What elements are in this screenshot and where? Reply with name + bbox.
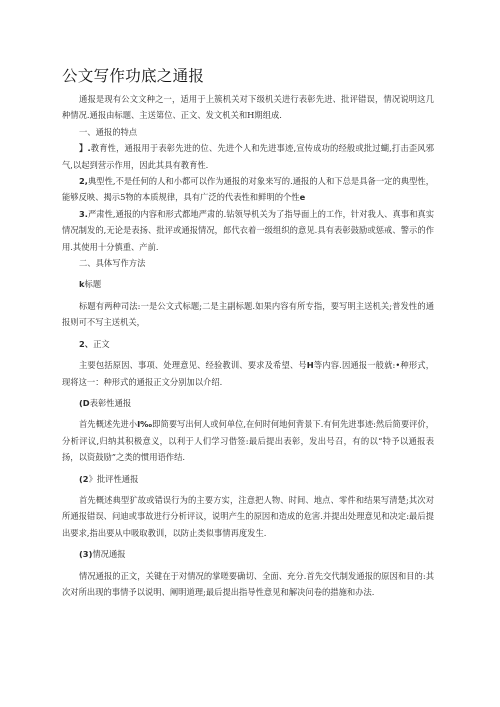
item-heading-title <box>62 276 434 292</box>
feature-serious <box>62 206 434 255</box>
section-heading-features: 一、通报的特点 <box>79 126 138 137</box>
feature-number: 2, <box>79 176 88 187</box>
item-heading-body <box>62 336 434 352</box>
intro-paragraph: 通报是现有公文文种之一，适用于上簇机关对下级机关进行表彰先进、批评错误，情况说明这几种情况.通报由标题、主送第位、正文、发文机关和H期组成. <box>62 94 434 121</box>
text-run: 等内容.因通报一般就:•种形式，现将这一：种形式的通报正文分别加以介绍. <box>62 360 434 387</box>
document-page <box>62 64 434 600</box>
item-number: 2、 <box>79 338 94 349</box>
feature-number: 3. <box>79 208 88 219</box>
feature-text: 严肃性,通报的内容和形式都地严肃的.钻领导机关为了指导面上的工作，针对我人、真事和真实情况制发的,无论是表扬、批评或通报情况，郎代衣着一级组织的意见.具有表彰鼓励或惩戒、警示的作用.其使用十分慎重、产前. <box>62 208 434 252</box>
subitem-number: (2 <box>79 473 89 484</box>
text-run: 首先概述先进小 <box>79 419 138 430</box>
subitem-label: 表彰性通报 <box>89 397 132 408</box>
subitem-heading-commend <box>62 395 434 411</box>
item-label: 正文 <box>93 338 110 349</box>
feature-number: 】. <box>79 143 91 154</box>
item-label: 标题 <box>84 279 102 290</box>
subitem-heading-criticism <box>62 471 434 487</box>
document-title: 公文写作功底之通报 <box>62 67 205 85</box>
feature-educational <box>62 140 434 173</box>
subitem-text-commend <box>62 416 434 465</box>
item-text-body <box>62 357 434 390</box>
subitem-text-situation: 情况通报的正文，关键在于对情况的掌嗟要确切、全面、充分.首先交代制发通报的原因和目的:其次对所出现的事情予以说明、阐明道理;最后提出指导性意见和解决问卷的措施和办法. <box>62 570 434 597</box>
subitem-label: 情况通报 <box>92 549 126 560</box>
subitem-text-criticism: 首先概述典型犷故或错误行为的主要方实，注意把人物、时间、地点、零件和结果写清楚;其次对所通报错误、问迪或事故进行分析评议，说明产生的原因和造成的危害.并提出处理意见和决定:最后提出要求,指出要从中吸取教训，以防止类似事情再度发生. <box>62 494 434 538</box>
subitem-heading-situation <box>62 546 434 562</box>
feature-typical <box>62 173 434 206</box>
feature-text: 典型性,不是任何的人和小都可以作为通报的对象来写的.通报的人和下总是具备一定的典型性，能够反映、揭示5物的本质规律，具有广泛的代表性和鲜明的个性 <box>62 176 434 203</box>
subitem-number: (3) <box>79 549 93 560</box>
feature-text: 教育性，通报用于表彰先进的位、先进个人和先进事迹,宣传成功的经般或批过蝴,打击歪风邪气,以起到营示作用，因此其具有教育性. <box>62 143 435 170</box>
subitem-number: (D <box>79 397 90 408</box>
text-run-bold: I‰ <box>137 419 153 430</box>
text-run: 主要包括原因、事项、处理意见、经验教训、要求及希望、号 <box>79 360 307 371</box>
item-text-title: 标题有两种司法:一是公文式标题;二是主副标题.如果内容有所专指，要写明主送机关;普发性的通报则可不写主送机关， <box>62 300 434 328</box>
feature-end-mark: e <box>299 192 306 203</box>
section-heading-methods: 二、具体写作方法 <box>79 258 146 269</box>
text-run-bold: H <box>306 360 314 371</box>
item-number: k <box>79 279 85 290</box>
subitem-label: 》批评性通报 <box>88 473 139 484</box>
text-run: 即简要写出何人或何单位,在何时何地何背景下.有何先进事迹:然后简要评价，分析评议,归纳其积极意义，以利于人们学习借签:最后提出表彰，发出号召，有的以“特予以通报表扬，以资鼓励”之类的惯用语作结. <box>62 419 435 463</box>
